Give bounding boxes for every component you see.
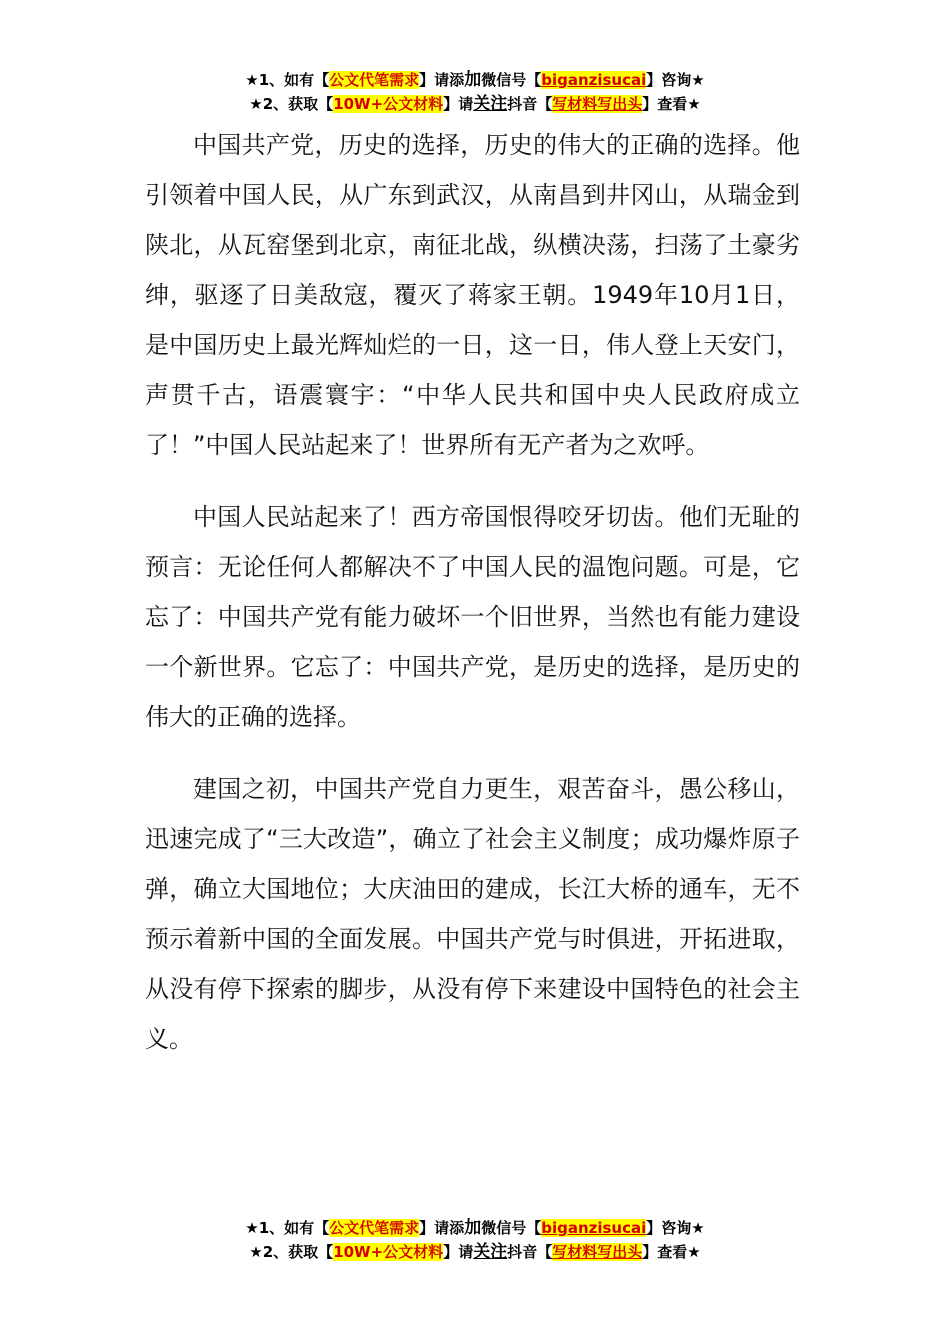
highlight-service: 公文代笔需求 — [329, 1219, 420, 1237]
highlight-wechat-id: biganzisucai — [541, 71, 647, 89]
highlight-douyin-account: 写材料写出头 — [552, 1243, 643, 1261]
paragraph-2: 中国人民站起来了！西方帝国恨得咬牙切齿。他们无耻的预言：无论任何人都解决不了中国人民的温饱问题。可是，它忘了：中国共产党有能力破坏一个旧世界，当然也有能力建设一个新世界。它忘了：中国共产党，是历史的选择，是历史的伟大的正确的选择。 — [145, 503, 800, 731]
highlight-materials: 10W+公文材料 — [333, 1243, 444, 1261]
document-body — [145, 120, 800, 1086]
notice-line-2: ★2、获取【10W+公文材料】请关注抖音【写材料写出头】查看★ — [249, 94, 701, 114]
notice-line-2: ★2、获取【10W+公文材料】请关注抖音【写材料写出头】查看★ — [249, 1242, 701, 1262]
paragraph-1: 中国共产党，历史的选择，历史的伟大的正确的选择。他引领着中国人民，从广东到武汉，从南昌到井冈山，从瑞金到陕北，从瓦窑堡到北京，南征北战，纵横决荡，扫荡了土豪劣绅，驱逐了日美敌寇，覆灭了蒋家王朝。1949年10月1日，是中国历史上最光辉灿烂的一日，这一日，伟人登上天安门，声贯千古，语震寰宇：“中华人民共和国中央人民政府成立了！”中国人民站起来了！世界所有无产者为之欢呼。 — [145, 131, 800, 459]
footer-notice — [0, 1216, 950, 1264]
notice-line-1: ★1、如有【公文代笔需求】请添加微信号【biganzisucai】咨询★ — [245, 70, 705, 90]
highlight-wechat-id: biganzisucai — [541, 1219, 647, 1237]
highlight-douyin-account: 写材料写出头 — [552, 95, 643, 113]
paragraph-3: 建国之初，中国共产党自力更生，艰苦奋斗，愚公移山，迅速完成了“三大改造”，确立了社会主义制度；成功爆炸原子弹，确立大国地位；大庆油田的建成，长江大桥的通车，无不预示着新中国的全面发展。中国共产党与时俱进，开拓进取，从没有停下探索的脚步，从没有停下来建设中国特色的社会主义。 — [145, 775, 800, 1053]
highlight-service: 公文代笔需求 — [329, 71, 420, 89]
notice-line-1: ★1、如有【公文代笔需求】请添加微信号【biganzisucai】咨询★ — [245, 1218, 705, 1238]
highlight-materials: 10W+公文材料 — [333, 95, 444, 113]
header-notice — [0, 68, 950, 116]
